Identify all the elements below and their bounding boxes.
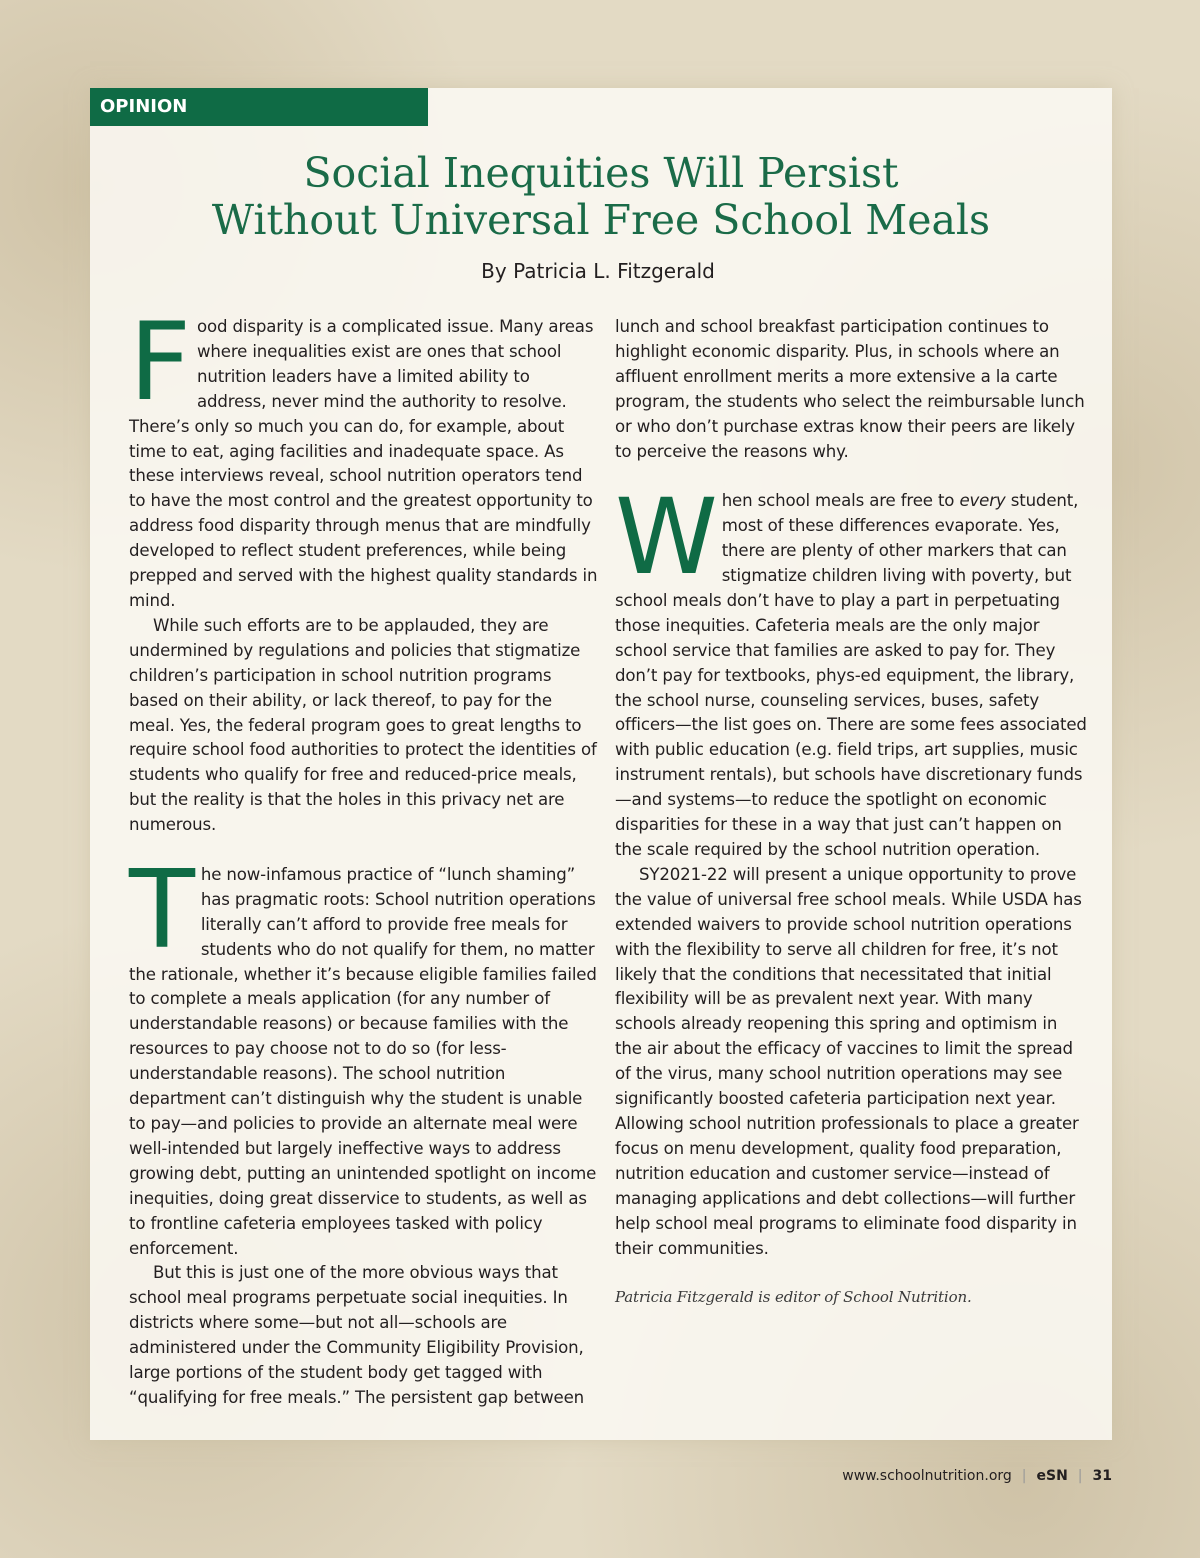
author-note: Patricia Fitzgerald is editor of School Nutrition. — [615, 1288, 972, 1307]
section-label: OPINION — [90, 88, 428, 126]
article-title — [90, 150, 1112, 244]
drop-cap: T — [129, 847, 195, 973]
paragraph-text: student, most of these differences evaporate. Yes, there are plenty of other markers that can stigmatize children living with poverty, but school meals don’t have to play a part in perpetuating those inequities. Cafeteria meals are the only major school service that families are asked to pay for. They don’t pay for textbooks, phys-ed equipment, the library, the school nurse, counseling services, buses, safety officers—the list goes on. There are some fees associated with public education (e.g. field trips, art supplies, music instrument rentals), but schools have discretionary funds—and systems—to reduce the spotlight on economic disparities for these in a way that just can’t happen on the scale required by the school nutrition operation. — [615, 491, 1087, 860]
page-footer — [842, 1468, 1112, 1484]
paragraph-text: hen school meals are free to — [721, 491, 960, 511]
paragraph-5 — [615, 476, 1087, 863]
column-left — [129, 300, 601, 1411]
paragraph-4-end: lunch and school breakfast participation continues to highlight economic disparity. Plus, in schools where an affluent enrollment merits a more extensive a la carte program, the students who select the reimbursable lunch or who don’t purchase extras know their peers are likely to perceive the reasons why. — [615, 317, 1085, 461]
drop-cap: W — [615, 476, 718, 599]
emphasis-text: every — [959, 491, 1006, 511]
title-line-1: Social Inequities Will Persist — [303, 149, 899, 197]
footer-separator: | — [1021, 1468, 1027, 1484]
drop-cap: F — [129, 300, 191, 425]
paragraph-text: ood disparity is a complicated issue. Many areas where inequalities exist are ones that school nutrition leaders have a limited ability to address, never mind the authority to resolve. There’s only so much you can do, for example, about time to eat, aging facilities and inadequate space. As these interviews reveal, school nutrition operators tend to have the most control and the greatest opportunity to address food disparity through menus that are mindfully developed to reflect student preferences, while being prepped and served with the highest quality standards in mind. — [129, 317, 598, 610]
column-right — [615, 315, 1087, 1310]
paragraph-6: SY2021-22 will present a unique opportunity to prove the value of universal free school meals. While USDA has extended waivers to provide school nutrition operations with the flexibility to serve all children for free, it’s not likely that the conditions that necessitated that initial flexibility will be as prevalent next year. With many schools already reopening this spring and optimism in the air about the efficacy of vaccines to limit the spread of the virus, many school nutrition operations may see significantly boosted cafeteria participation next year. Allowing school nutrition professionals to place a greater focus on menu development, quality food preparation, nutrition education and customer service—instead of managing applications and debt collections—will further help school meal programs to eliminate food disparity in their communities. — [615, 864, 1082, 1258]
website-link[interactable]: www.schoolnutrition.org — [842, 1468, 1012, 1484]
paragraph-1 — [129, 300, 601, 614]
page-number: 31 — [1092, 1468, 1112, 1484]
title-line-2: Without Universal Free School Meals — [211, 196, 991, 244]
footer-separator: | — [1077, 1468, 1083, 1484]
byline: By Patricia L. Fitzgerald — [481, 259, 715, 283]
paragraph-3 — [129, 847, 601, 1262]
paragraph-2: While such efforts are to be applauded, they are undermined by regulations and policies that stigmatize children’s participation in school nutrition programs based on their ability, or lack thereof, to pay for the meal. Yes, the federal program goes to great lengths to require school food authorities to protect the identities of students who qualify for free and reduced-price meals, but the reality is that the holes in this privacy net are numerous. — [129, 615, 597, 835]
publication-brand: eSN — [1036, 1468, 1068, 1484]
paragraph-text: he now-infamous practice of “lunch shaming” has pragmatic roots: School nutrition operations literally can’t afford to provide free meals for students who do not qualify for them, no matter the rationale, whether it’s because eligible families failed to complete a meals application (for any number of understandable reasons) or because families with the resources to pay choose not to do so (for less-understandable reasons). The school nutrition department can’t distinguish why the student is unable to pay—and policies to provide an alternate meal were well-intended but largely ineffective ways to address growing debt, putting an unintended spotlight on income inequities, doing great disservice to students, as well as to frontline cafeteria employees tasked with policy enforcement. — [129, 864, 597, 1258]
paragraph-4-start: But this is just one of the more obvious ways that school meal programs perpetuate social inequities. In districts where some—but not all—schools are administered under the Community Eligibility Provision, large portions of the student body get tagged with “qualifying for free meals.” The persistent gap between — [129, 1263, 584, 1407]
